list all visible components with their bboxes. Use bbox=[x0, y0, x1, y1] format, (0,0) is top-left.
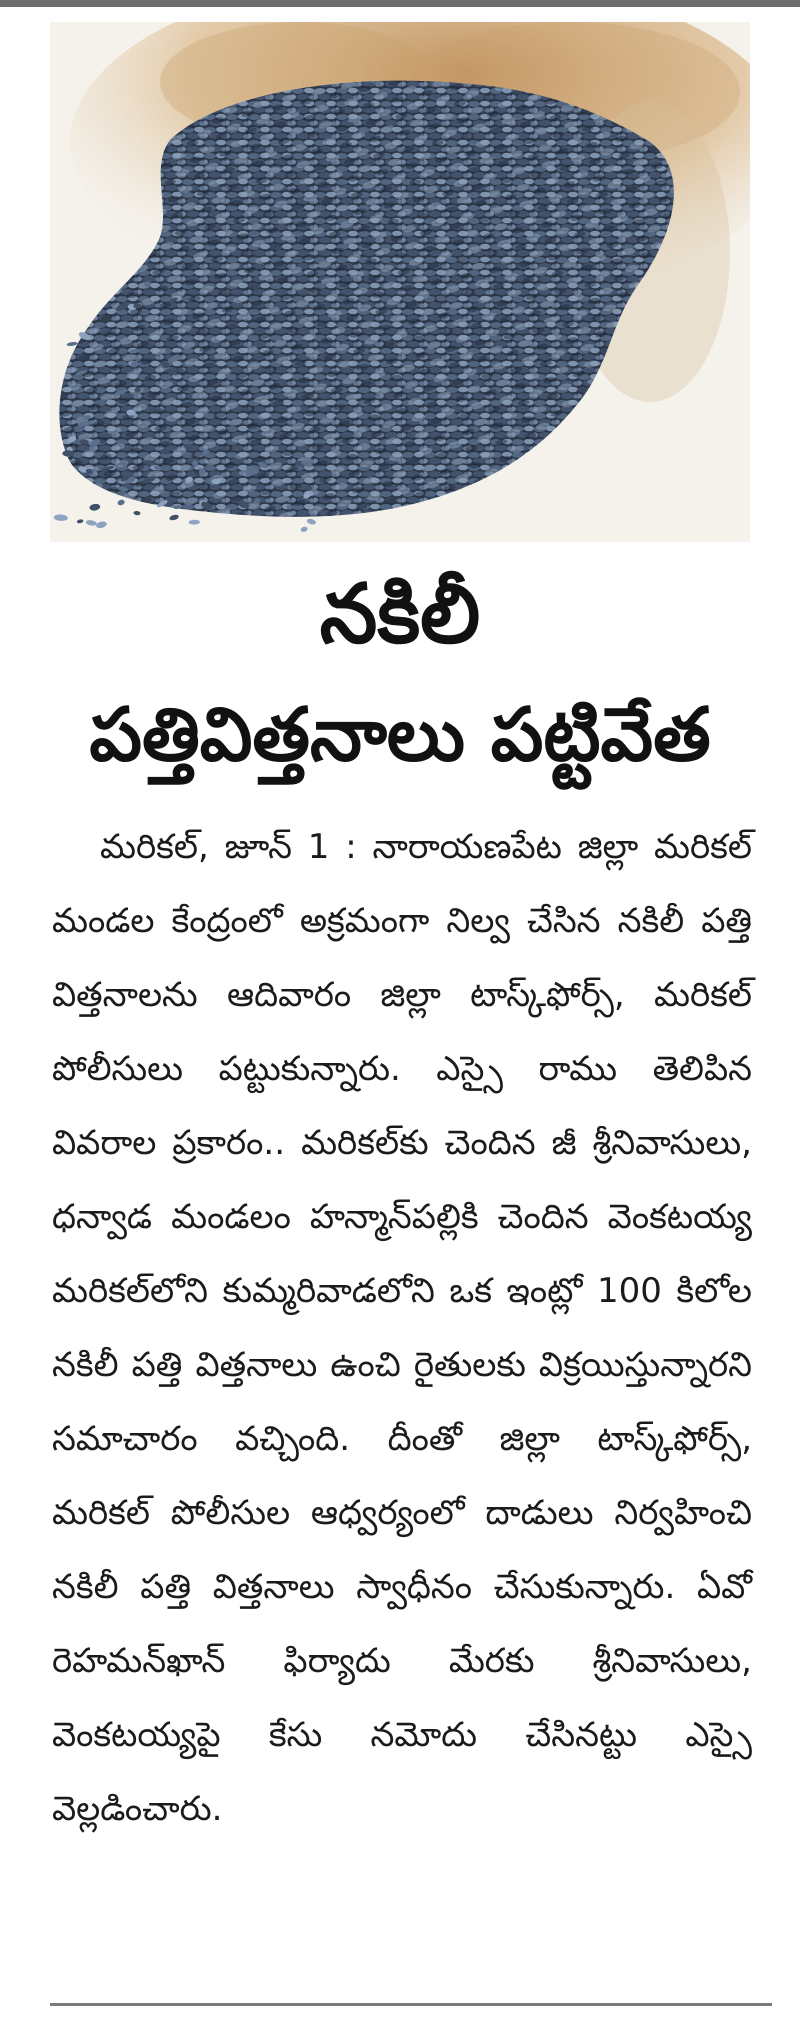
seized-seeds-photo bbox=[50, 22, 750, 542]
headline-line-1: నకిలీ bbox=[319, 567, 481, 662]
headline-line-2: పత్తివిత్తనాలు పట్టివేత bbox=[89, 692, 711, 778]
article-body: మరికల్, జూన్ 1 : నారాయణపేట జిల్లా మరికల్ మండల కేంద్రంలో అక్రమంగా నిల్వ చేసిన నకిలీ పత్తి విత్తనాలను ఆదివారం జిల్లా టాస్క్‌ఫోర్స్, మరికల్ పోలీసులు పట్టుకున్నారు. ఎస్సై రాము తెలిపిన వివరాల ప్రకారం.. మరికల్‌కు చెందిన జీ శ్రీనివాసులు, ధన్వాడ మండలం హన్మాన్‌పల్లికి చెందిన వెంకటయ్య మరికల్‌లోని కుమ్మరివాడలోని ఒక ఇంట్లో 100 కిలోల నకిలీ పత్తి విత్తనాలు ఉంచి రైతులకు విక్రయిస్తున్నారని సమాచారం వచ్చింది. దీంతో జిల్లా టాస్క్‌ఫోర్స్, మరికల్ పోలీసుల ఆధ్వర్యంలో దాడులు నిర్వహించి నకిలీ పత్తి విత్తనాలు స్వాధీనం చేసుకున్నారు. ఏవో రెహమన్‌ఖాన్ ఫిర్యాదు మేరకు శ్రీనివాసులు, వెంకటయ్యపై కేసు నమోదు చేసినట్టు ఎస్సై వెల్లడించారు. bbox=[52, 827, 752, 1829]
loose-seed bbox=[133, 303, 141, 308]
bottom-rule bbox=[50, 2003, 772, 2006]
top-rule bbox=[0, 0, 800, 7]
seed-pile-image bbox=[50, 22, 750, 542]
loose-seed bbox=[126, 410, 135, 416]
